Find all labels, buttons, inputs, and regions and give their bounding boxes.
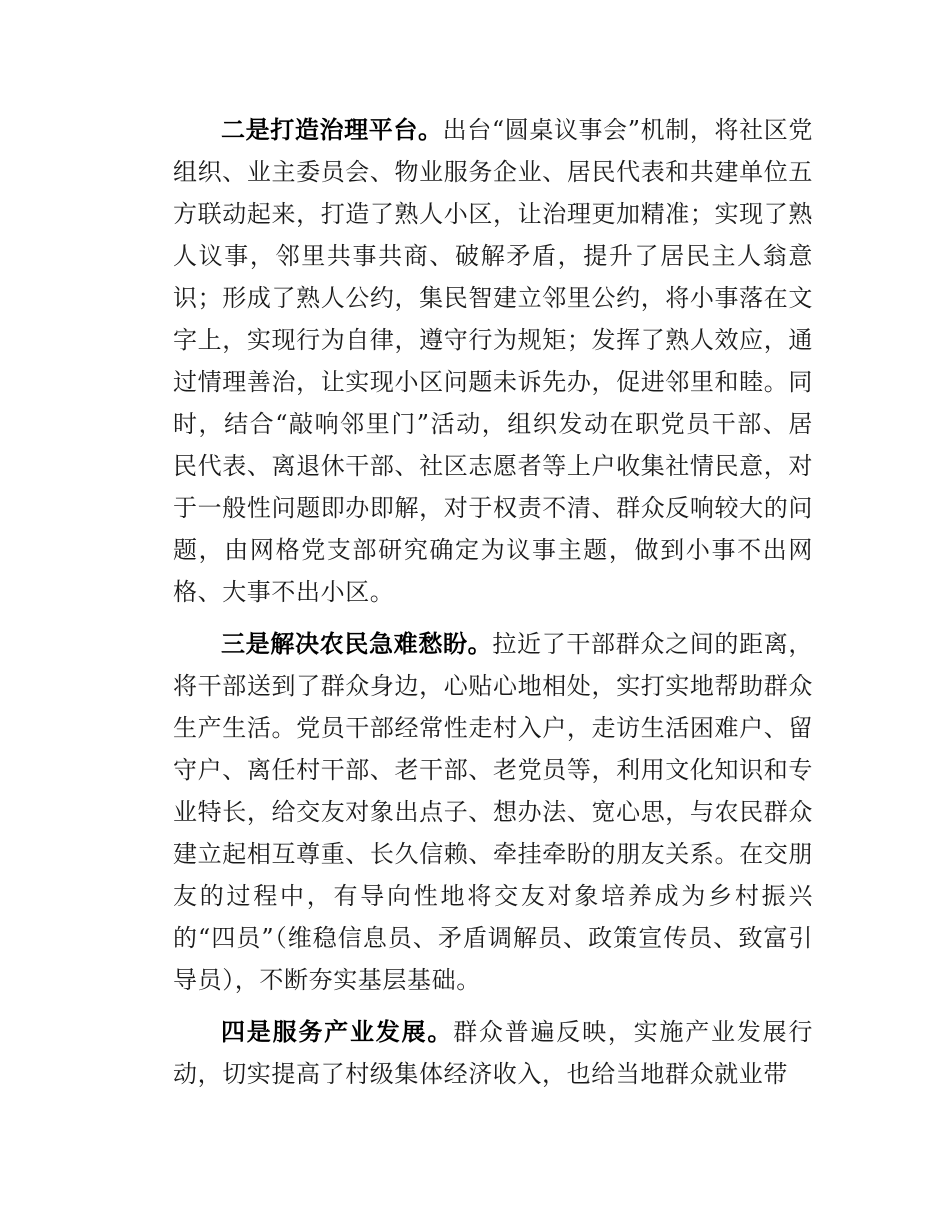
document-body [173, 109, 813, 1095]
paragraph-text: 拉近了干部群众之间的距离，将干部送到了群众身边，心贴心地相处，实打实地帮助群众生产生活。党员干部经常性走村入户，走访生活困难户、留守户、离任村干部、老干部、老党员等，利用文化知识和专业特长，给交友对象出点子、想办法、宽心思，与农民群众建立起相互尊重、长久信赖、牵挂牵盼的朋友关系。在交朋友的过程中，有导向性地将交友对象培养成为乡村振兴的“四员”（维稳信息员、矛盾调解员、政策宣传员、致富引导员），不断夯实基层基础。 [173, 630, 813, 994]
paragraph-heading: 三是解决农民急难愁盼。 [221, 630, 493, 658]
paragraph-text: 群众普遍反映，实施产业发展行动，切实提高了村级集体经济收入，也给当地群众就业带 [173, 1018, 813, 1088]
paragraph-farmer-needs [173, 623, 813, 1001]
paragraph-heading: 二是打造治理平台。 [221, 116, 443, 144]
paragraph-text: 出台“圆桌议事会”机制，将社区党组织、业主委员会、物业服务企业、居民代表和共建单位五方联动起来，打造了熟人小区，让治理更加精准；实现了熟人议事，邻里共事共商、破解矛盾，提升了居民主人翁意识；形成了熟人公约，集民智建立邻里公约，将小事落在文字上，实现行为自律，遵守行为规矩；发挥了熟人效应，通过情理善治，让实现小区问题未诉先办，促进邻里和睦。同时，结合“敲响邻里门”活动，组织发动在职党员干部、居民代表、离退休干部、社区志愿者等上户收集社情民意，对于一般性问题即办即解，对于权责不清、群众反响较大的问题，由网格党支部研究确定为议事主题，做到小事不出网格、大事不出小区。 [173, 116, 813, 606]
paragraph-industry-development [173, 1011, 813, 1095]
paragraph-heading: 四是服务产业发展。 [221, 1018, 454, 1046]
paragraph-governance-platform [173, 109, 813, 613]
